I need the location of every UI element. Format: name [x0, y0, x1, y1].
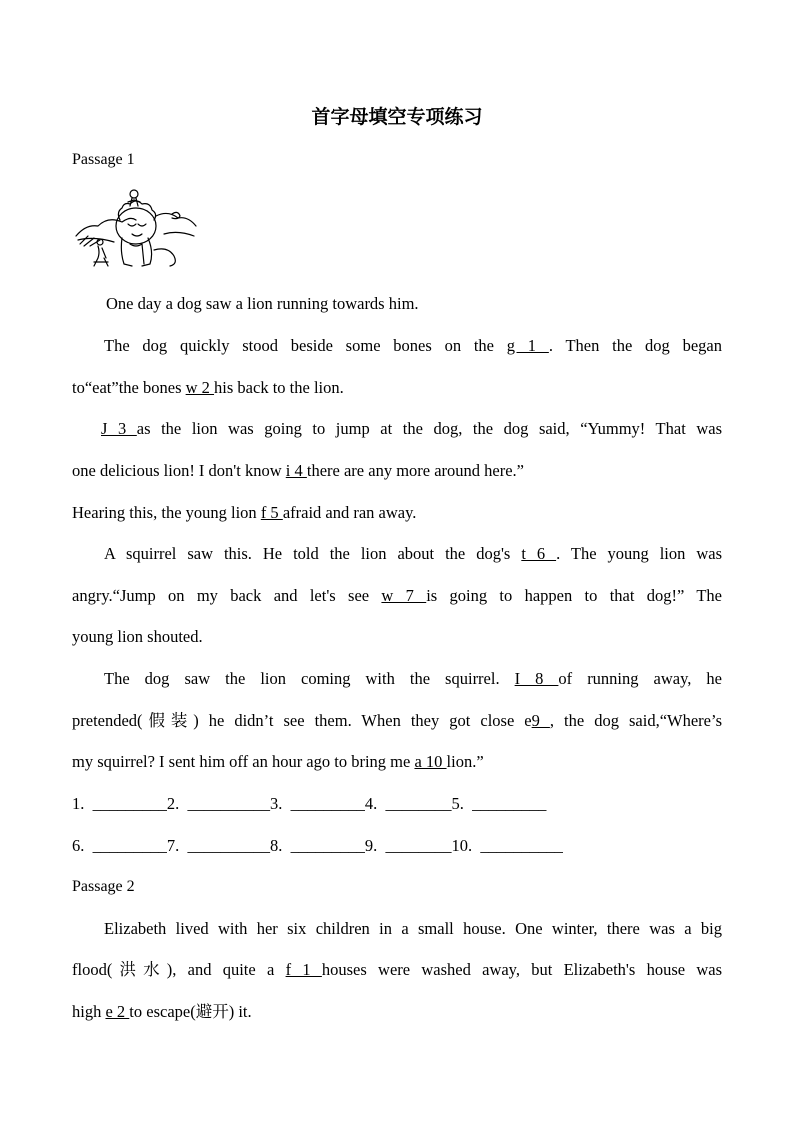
passage2-line: [72, 1001, 722, 1023]
passage2-line: [104, 918, 722, 940]
passage1-line: [104, 543, 722, 565]
blank-3: J 3: [101, 419, 137, 438]
text: one delicious lion! I don't know: [72, 461, 286, 480]
text: flood(洪水), and quite a: [72, 960, 286, 979]
text: . Then the dog began: [548, 336, 722, 355]
text: young lion shouted.: [72, 627, 203, 646]
dog-and-lion-illustration: [74, 186, 198, 272]
blank-p2-1: f 1: [285, 960, 322, 979]
passage2-heading: Passage 2: [72, 878, 135, 895]
text: high: [72, 1002, 106, 1021]
passage1-line: [72, 502, 722, 524]
text: . The young lion was: [556, 544, 722, 563]
blank-7: w 7: [381, 586, 427, 605]
passage1-line: [104, 335, 722, 357]
blank-p2-2: e 2: [105, 1002, 130, 1021]
text: Elizabeth lived with her six children in a small house. One winter, there was a big: [104, 919, 722, 938]
passage1-line: [72, 460, 722, 482]
text: afraid and ran away.: [282, 503, 417, 522]
blank-6: t 6: [521, 544, 557, 563]
text: One day a dog saw a lion running towards him.: [106, 294, 419, 313]
blank-1: g 1: [506, 336, 549, 355]
text: The dog quickly stood beside some bones on the: [104, 336, 507, 355]
page-title: 首字母填空专项练习: [311, 106, 483, 128]
passage1-line: [72, 293, 722, 315]
text: , the dog said,“Where’s: [549, 711, 723, 730]
text: Hearing this, the young lion: [72, 503, 261, 522]
text: of running away, he: [558, 669, 723, 688]
blank-2: w 2: [185, 378, 215, 397]
passage1-line: [72, 585, 722, 607]
passage1-line: [72, 710, 722, 732]
text: lion.”: [446, 752, 484, 771]
text: The dog saw the lion coming with the squirrel.: [104, 669, 515, 688]
text: pretended(假装) he didn’t see them. When they got close e: [72, 711, 532, 730]
text: angry.“Jump on my back and let's see: [72, 586, 382, 605]
blank-8: I 8: [514, 669, 559, 688]
blank-4: i 4: [285, 461, 307, 480]
text: as the lion was going to jump at the dog, the dog said, “Yummy! That was: [136, 419, 722, 438]
passage1-line: [104, 668, 722, 690]
text: there are any more around here.”: [306, 461, 525, 480]
blank-9: 9: [531, 711, 550, 730]
passage1-heading: Passage 1: [72, 151, 135, 168]
text: houses were washed away, but Elizabeth's house was: [321, 960, 722, 979]
text: my squirrel? I sent him off an hour ago to bring me: [72, 752, 415, 771]
text: his back to the lion.: [214, 378, 344, 397]
passage1-line: [72, 751, 722, 773]
answer-line-1-5[interactable]: 1. _________2. __________3. _________4. ________5. _________: [72, 794, 547, 813]
text: to escape(避开) it.: [129, 1002, 252, 1021]
passage1-line: [72, 377, 722, 399]
text: is going to happen to that dog!” The: [426, 586, 722, 605]
blank-5: f 5: [260, 503, 283, 522]
passage1-line: [101, 418, 722, 440]
text: A squirrel saw this. He told the lion about the dog's: [104, 544, 522, 563]
passage2-line: [72, 959, 722, 981]
answer-line-6-10[interactable]: 6. _________7. __________8. _________9. ________10. __________: [72, 836, 563, 855]
text: to“eat”the bones: [72, 378, 186, 397]
passage1-line: [72, 626, 722, 648]
blank-10: a 10: [414, 752, 447, 771]
